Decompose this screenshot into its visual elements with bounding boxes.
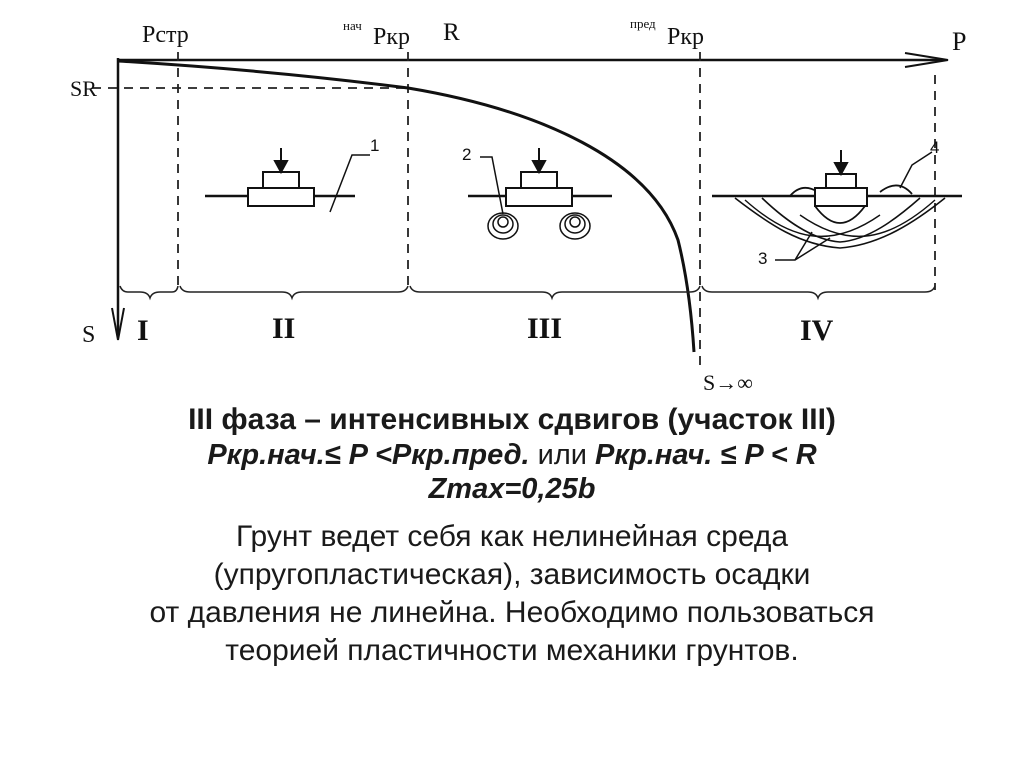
zone-brackets [120, 286, 935, 298]
callout-3: 3 [758, 249, 768, 268]
label-p-axis: P [952, 27, 967, 56]
load-arrow-head [275, 161, 287, 172]
phase-title: III фаза – интенсивных сдвигов (участок III) [188, 403, 836, 436]
label-p-kr-pred-sup: пред [630, 16, 656, 31]
bracket-ii [180, 286, 408, 298]
label-p-str: Pстр [142, 22, 189, 48]
label-p-kr-nach-sup: нач [343, 18, 362, 33]
label-p-kr-pred: Pкр [667, 24, 705, 50]
zone-i: I [137, 314, 149, 347]
formula-condition [0, 438, 1024, 472]
description-line: теорией пластичности механики грунтов. [225, 634, 799, 667]
formula-zmax: Zmax=0,25b [428, 473, 596, 505]
footing-slab [248, 188, 314, 206]
footing-sketch-ii [205, 148, 370, 212]
load-arrow-head [835, 163, 847, 174]
label-s-inf: S→∞ [703, 370, 753, 395]
callout-2: 2 [462, 145, 472, 164]
core-wedge [815, 206, 865, 223]
footing-sketch-iv [712, 150, 962, 260]
leader-4 [900, 152, 932, 188]
callout-4: 4 [930, 138, 940, 157]
zone-ii: II [272, 312, 296, 345]
leader-1 [330, 155, 370, 212]
formula-part2: Pкр.нач. ≤ P < R [595, 439, 817, 471]
footing-slab [506, 188, 572, 206]
settlement-curve [118, 61, 694, 352]
description-line: Грунт ведет себя как нелинейная среда [235, 520, 789, 553]
footing-column [826, 174, 856, 188]
bracket-i [120, 286, 178, 298]
bulge-right [880, 185, 912, 194]
description-line: (упругопластическая), зависимость осадки [213, 558, 811, 591]
callout-1: 1 [370, 136, 380, 155]
description-line: от давления не линейна. Необходимо пользоваться [149, 596, 875, 629]
label-s-axis: S [82, 322, 96, 348]
zone-numerals [137, 312, 834, 347]
bracket-iv [702, 286, 935, 298]
plastic-zone-right [560, 213, 590, 239]
label-s-r: SR [70, 76, 97, 101]
plastic-zone-left [488, 213, 518, 239]
bracket-iii [410, 286, 700, 298]
footing-column [521, 172, 557, 188]
label-p-kr-nach: Pкр [373, 24, 411, 50]
text-block [0, 402, 1024, 670]
footing-slab [815, 188, 867, 206]
formula-part1: Pкр.нач.≤ P <Pкр.пред. [207, 439, 530, 471]
load-arrow-head [533, 161, 545, 172]
zone-iv: IV [800, 314, 834, 347]
label-r: R [443, 19, 460, 46]
footing-column [263, 172, 299, 188]
formula-or: или [529, 439, 596, 471]
footing-sketch-iii [468, 148, 612, 239]
description [0, 518, 1024, 670]
leader-2 [480, 157, 503, 214]
zone-iii: III [527, 312, 563, 345]
